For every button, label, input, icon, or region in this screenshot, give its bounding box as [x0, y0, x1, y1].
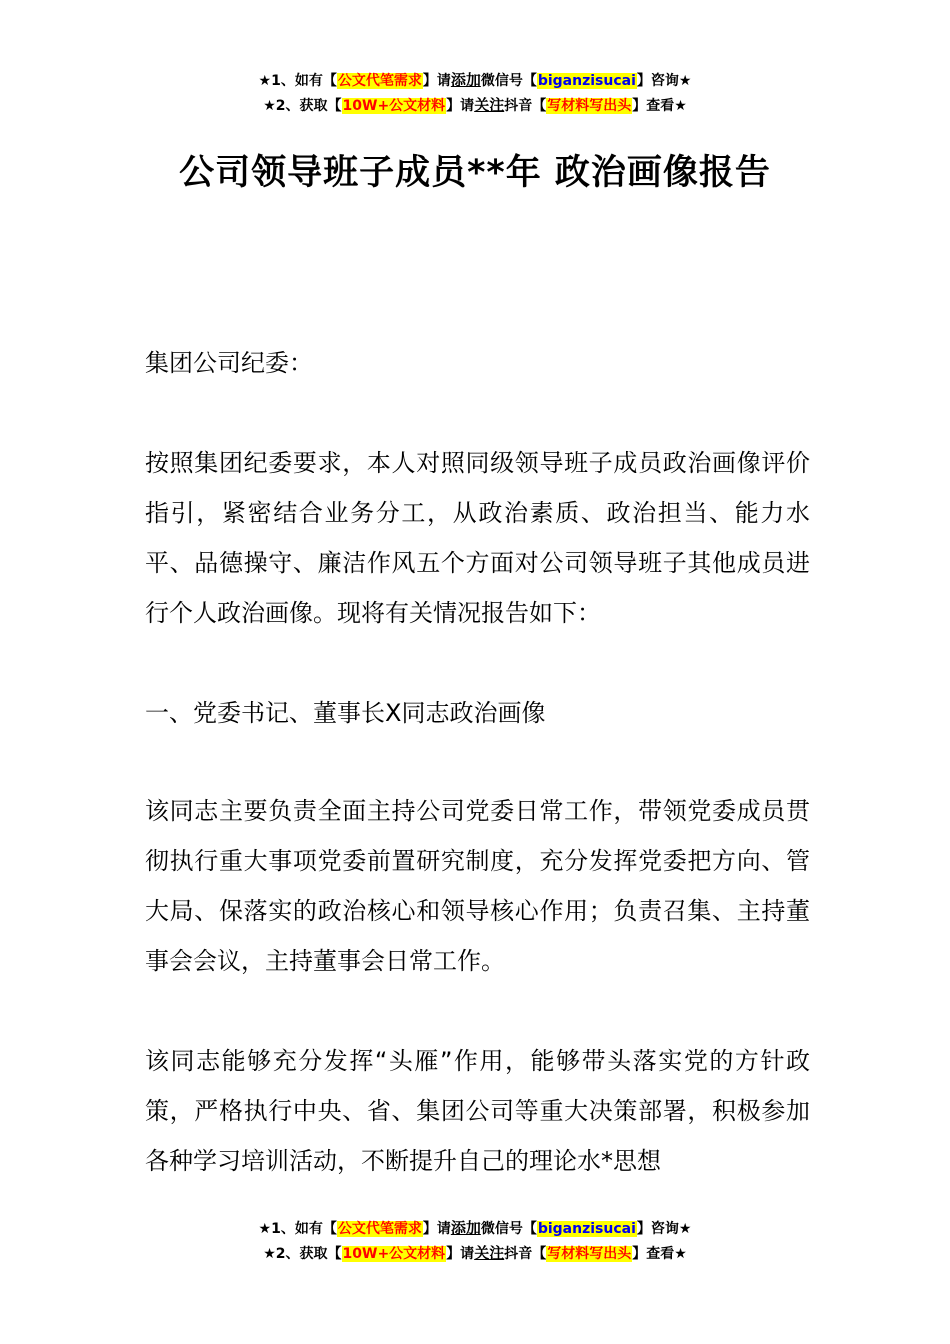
paragraph-intro [145, 438, 810, 638]
section-heading: 一、党委书记、董事长X同志政治画像 [145, 699, 546, 727]
banner-text: 抖音【 [504, 1246, 547, 1262]
banner-line-2 [0, 1241, 950, 1266]
banner-highlight: 10W+公文材料 [342, 1246, 446, 1262]
banner-text: ★1、如有【 [258, 1221, 337, 1237]
banner-underline: 关注 [474, 96, 505, 114]
douyin-id-highlight: 写材料写出头 [547, 1246, 632, 1262]
banner-text: 】查看★ [632, 98, 687, 114]
paragraph-text: 按照集团纪委要求，本人对照同级领导班子成员政治画像评价指引，紧密结合业务分工，从政治素质、政治担当、能力水平、品德操守、廉洁作风五个方面对公司领导班子其他成员进行个人政治画像。现将有关情况报告如下： [145, 449, 810, 627]
banner-highlight: 10W+公文材料 [342, 98, 446, 114]
banner-line-1 [0, 1216, 950, 1241]
document-title: 公司领导班子成员**年 政治画像报告 [179, 153, 771, 193]
banner-text: 】咨询★ [636, 1221, 692, 1237]
banner-text: 微信号【 [480, 1221, 537, 1237]
banner-underline: 添加 [450, 71, 481, 89]
banner-line-1 [0, 68, 950, 93]
banner-text: 抖音【 [504, 98, 547, 114]
banner-text: 】查看★ [632, 1246, 687, 1262]
banner-text: ★2、获取【 [263, 98, 342, 114]
paragraph-text: 该同志主要负责全面主持公司党委日常工作，带领党委成员贯彻执行重大事项党委前置研究制度，充分发挥党委把方向、管大局、保落实的政治核心和领导核心作用；负责召集、主持董事会会议，主持董事会日常工作。 [145, 797, 810, 975]
banner-text: 】请 [446, 1246, 475, 1262]
paragraph-evaluation [145, 1036, 810, 1186]
salutation: 集团公司纪委： [145, 349, 313, 377]
douyin-id-highlight: 写材料写出头 [547, 98, 632, 114]
banner-text: 】请 [446, 98, 475, 114]
paragraph-text: 该同志能够充分发挥“头雁”作用，能够带头落实党的方针政策，严格执行中央、省、集团公司等重大决策部署，积极参加各种学习培训活动，不断提升自己的理论水*思想 [145, 1047, 810, 1175]
footer-banner [0, 1216, 950, 1266]
banner-text: 】请 [422, 73, 451, 89]
wechat-id-highlight: biganzisucai [537, 73, 636, 89]
header-banner [0, 68, 950, 118]
banner-text: 】咨询★ [636, 73, 692, 89]
banner-text: 微信号【 [480, 73, 537, 89]
banner-text: ★1、如有【 [258, 73, 337, 89]
banner-highlight: 公文代笔需求 [337, 1221, 422, 1237]
banner-highlight: 公文代笔需求 [337, 73, 422, 89]
banner-text: 】请 [422, 1221, 451, 1237]
wechat-id-highlight: biganzisucai [537, 1221, 636, 1237]
banner-underline: 关注 [474, 1244, 505, 1262]
banner-underline: 添加 [450, 1219, 481, 1237]
banner-line-2 [0, 93, 950, 118]
banner-text: ★2、获取【 [263, 1246, 342, 1262]
paragraph-duties [145, 786, 810, 986]
